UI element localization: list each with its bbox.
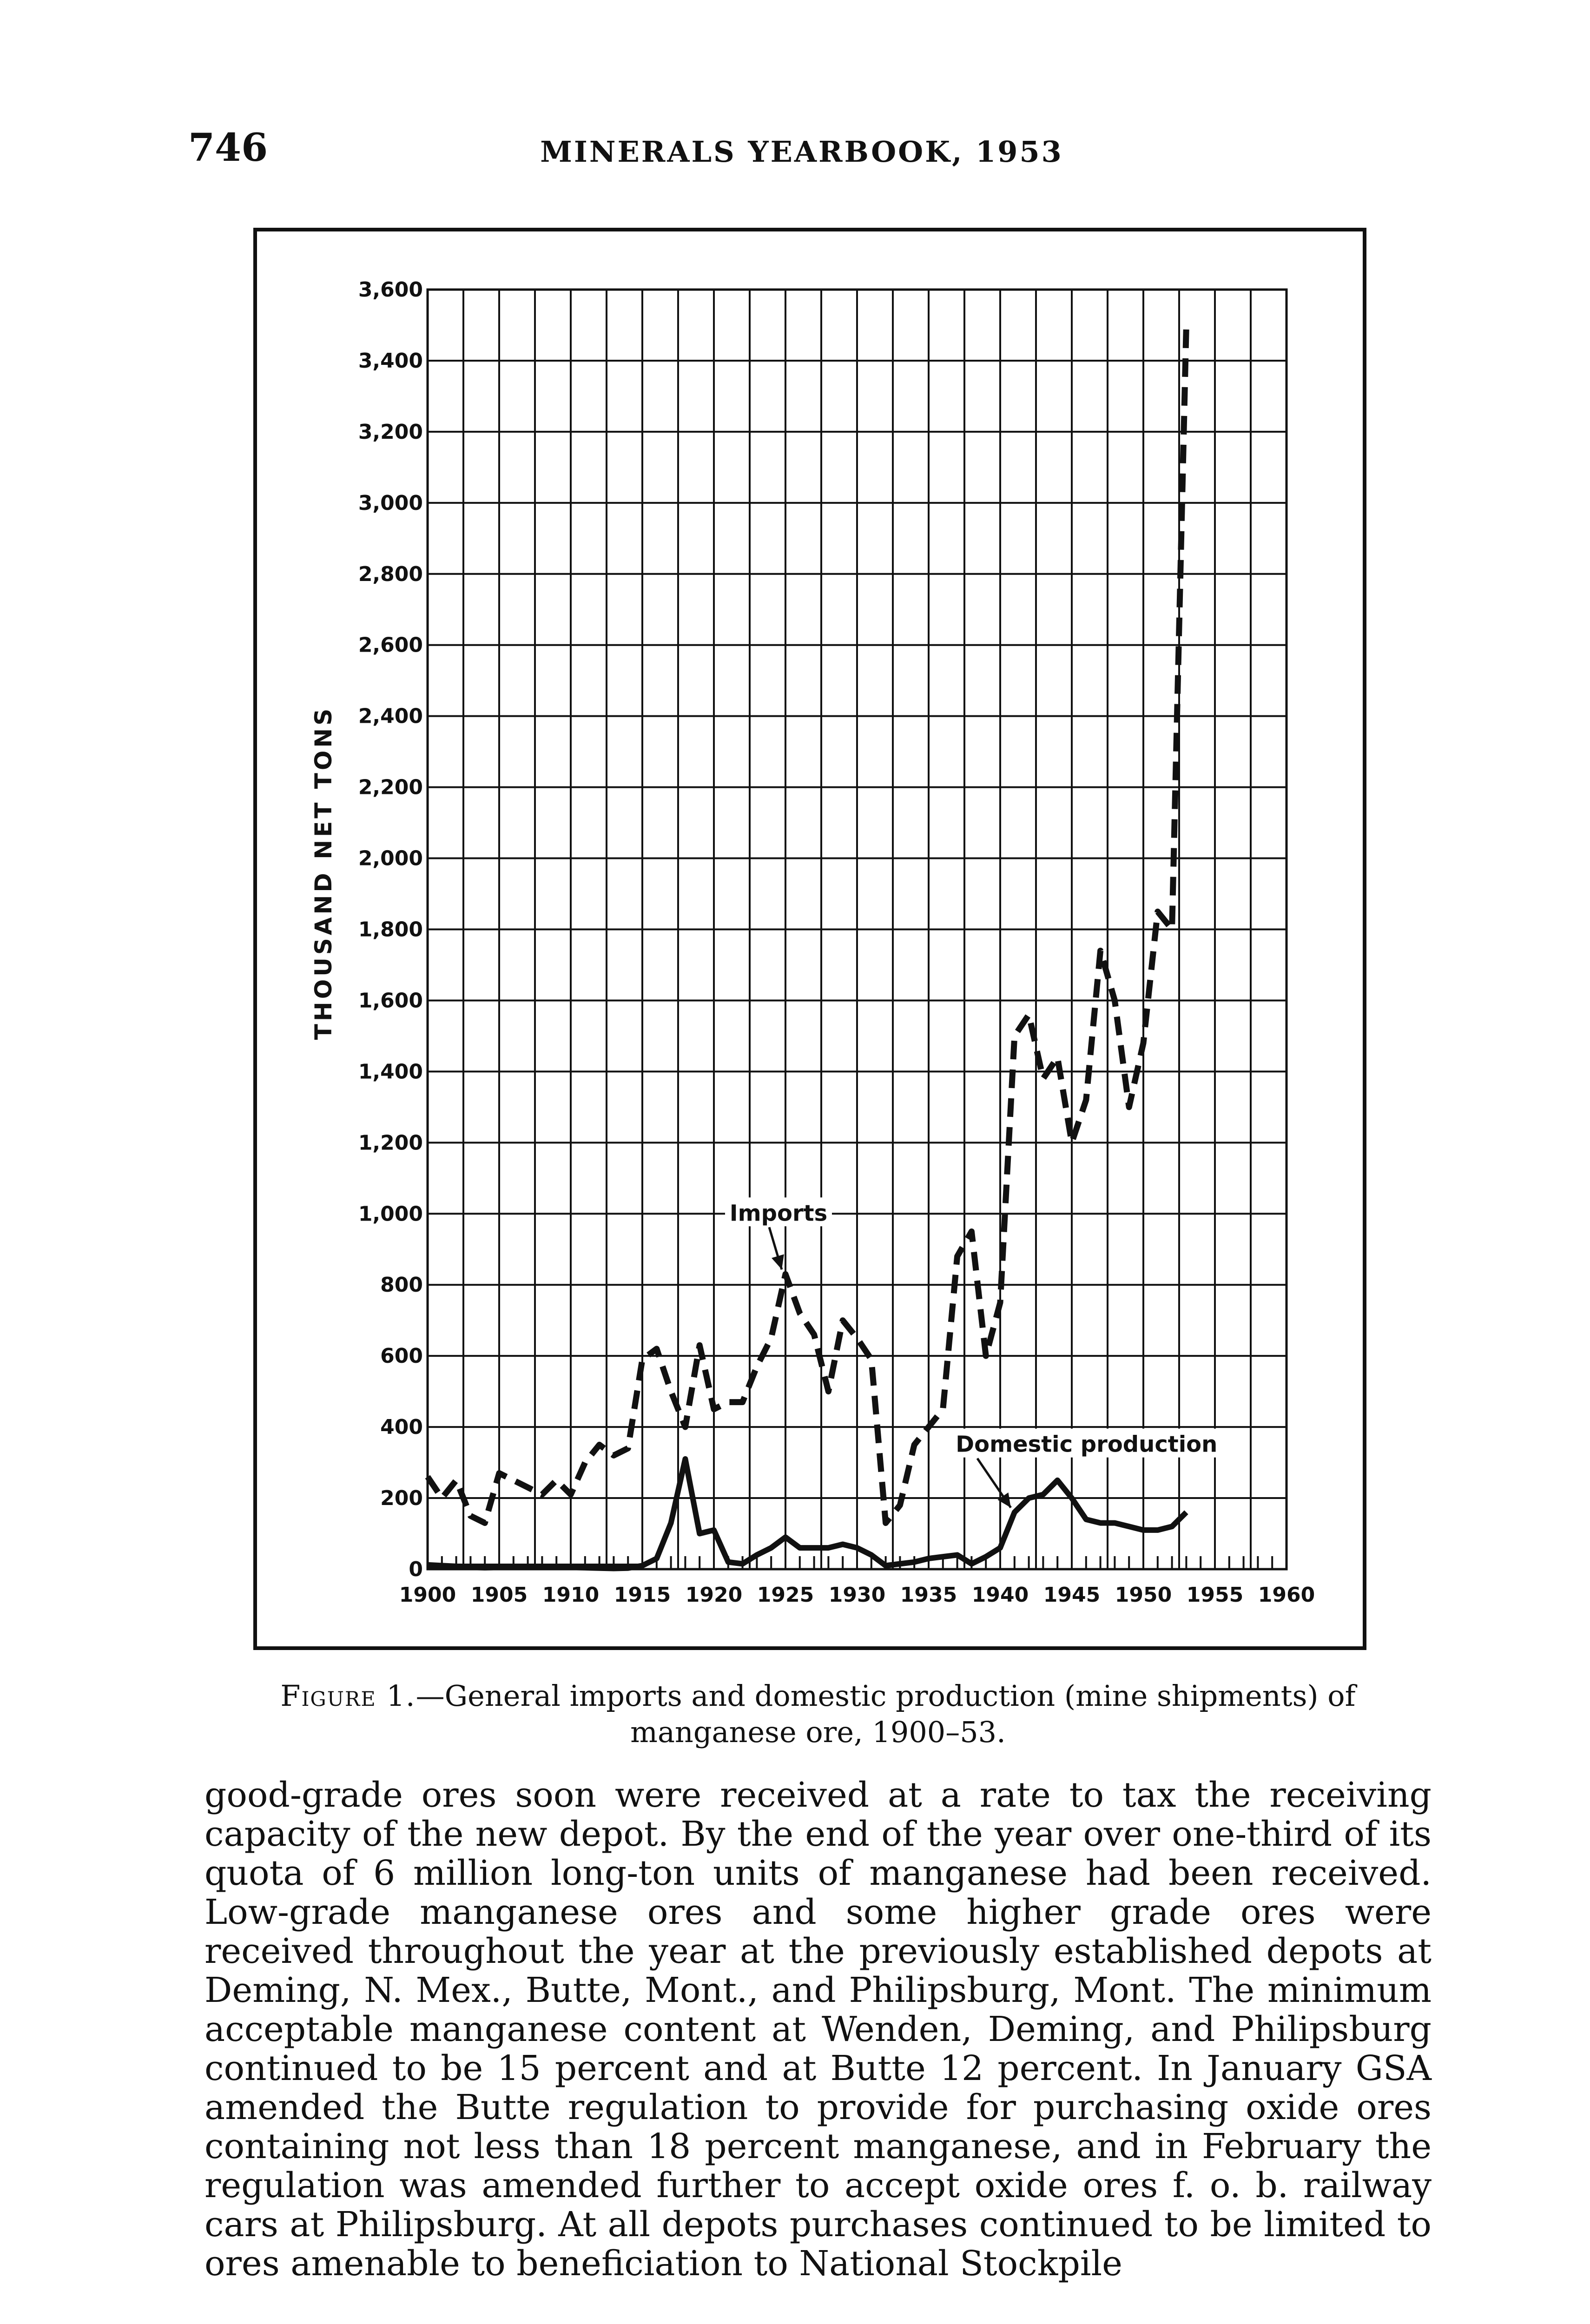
figure-caption-label: Figure 1. — [280, 1679, 416, 1713]
y-tick-label: 400 — [380, 1415, 423, 1439]
y-tick-label: 1,600 — [358, 989, 423, 1013]
y-tick-label: 2,400 — [358, 704, 423, 728]
x-tick-label: 1915 — [614, 1583, 671, 1607]
body-paragraph: good-grade ores soon were received at a rate to tax the receiving capacity of the new depot. By the end of the year over one-third of its quota of 6 million long-ton units of manganese had been received. Low-grade manganese ores and some higher grade ores were received throughout the year at the previously established depots at Deming, N. Mex., Butte, Mont., and Philipsburg, Mont. The minimum acceptable manganese content at Wenden, Deming, and Philipsburg continued to be 15 percent and at Butte 12 percent. In January GSA amended the Butte regulation to provide for purchasing oxide ores containing not less than 18 percent manganese, and in February the regulation was amended further to accept oxide ores f. o. b. railway cars at Philipsburg. At all depots purchases continued to be limited to ores amenable to beneficiation to National Stockpile — [205, 1775, 1432, 2284]
y-tick-label: 2,600 — [358, 633, 423, 657]
y-tick-label: 3,600 — [358, 278, 423, 302]
y-tick-label: 3,400 — [358, 349, 423, 373]
x-tick-label: 1940 — [971, 1583, 1029, 1607]
figure-caption — [207, 1678, 1429, 1750]
y-tick-label: 1,200 — [358, 1131, 423, 1155]
x-tick-label: 1910 — [542, 1583, 600, 1607]
manganese-chart — [257, 231, 1363, 1646]
x-tick-label: 1950 — [1115, 1583, 1172, 1607]
x-tick-label: 1935 — [900, 1583, 957, 1607]
y-tick-label: 2,000 — [358, 846, 423, 871]
body-text — [205, 1776, 1432, 2283]
y-tick-label: 200 — [380, 1486, 423, 1511]
x-tick-label: 1900 — [399, 1583, 456, 1607]
imports-annotation: Imports — [729, 1200, 828, 1227]
y-tick-label: 0 — [409, 1558, 423, 1581]
x-tick-label: 1925 — [757, 1583, 814, 1607]
x-tick-label: 1960 — [1258, 1583, 1315, 1607]
y-tick-labels — [358, 278, 423, 1581]
y-tick-label: 3,000 — [358, 491, 423, 515]
x-tick-label: 1945 — [1043, 1583, 1101, 1607]
y-tick-label: 1,400 — [358, 1060, 423, 1084]
y-tick-label: 1,800 — [358, 918, 423, 942]
y-tick-label: 2,200 — [358, 775, 423, 799]
running-head: MINERALS YEARBOOK, 1953 — [540, 135, 1063, 169]
page-number: 746 — [188, 125, 268, 170]
figure-caption-text: —General imports and domestic production (mine shipments) of manganese ore, 1900–53. — [416, 1679, 1356, 1749]
y-tick-label: 600 — [380, 1344, 423, 1368]
figure-frame — [253, 228, 1366, 1650]
y-tick-label: 2,800 — [358, 562, 423, 586]
domestic-production-annotation: Domestic production — [956, 1431, 1218, 1458]
y-tick-label: 800 — [380, 1273, 423, 1297]
x-tick-label: 1905 — [470, 1583, 528, 1607]
x-tick-label: 1930 — [828, 1583, 886, 1607]
y-axis-label: THOUSAND NET TONS — [310, 706, 337, 1040]
chart-annotations — [725, 1197, 1224, 1507]
x-tick-labels — [399, 1583, 1315, 1607]
y-tick-label: 3,200 — [358, 420, 423, 444]
x-tick-label: 1920 — [685, 1583, 743, 1607]
y-tick-label: 1,000 — [358, 1202, 423, 1226]
x-tick-label: 1955 — [1186, 1583, 1244, 1607]
